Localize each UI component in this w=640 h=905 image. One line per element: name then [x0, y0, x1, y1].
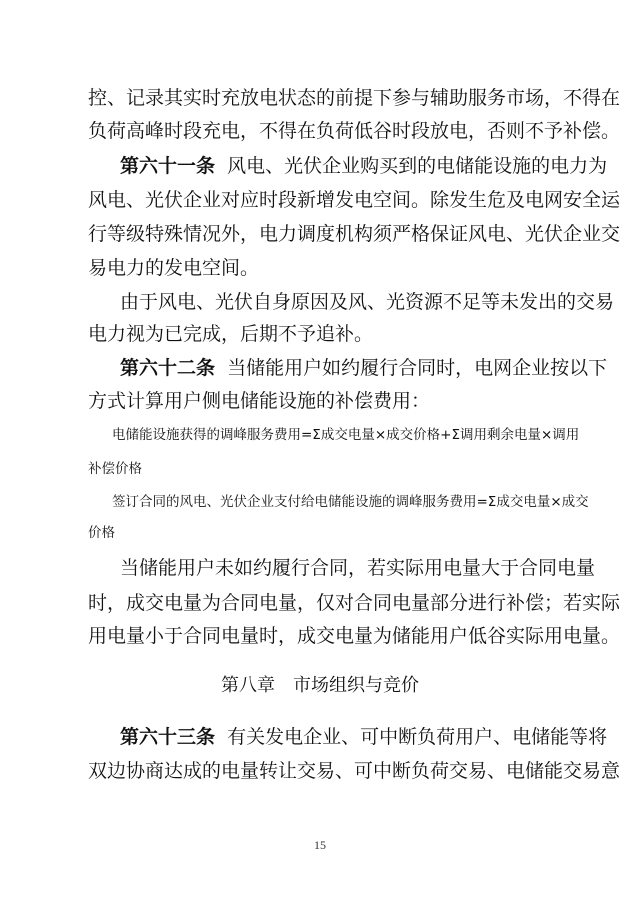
article-62-line: [120, 356, 608, 380]
article-heading: 第六十一条: [120, 155, 216, 177]
text-line: 用电量小于合同电量时，成交电量为储能用户低谷实际用电量。: [88, 625, 621, 647]
text-line: 方式计算用户侧电储能设施的补偿费用：: [88, 390, 431, 412]
chapter-title: 第八章 市场组织与竞价: [221, 675, 419, 696]
article-63-line: [120, 725, 608, 749]
formula-line: 签订合同的风电、光伏企业支付给电储能设施的调峰服务费用=Σ成交电量×成交: [112, 494, 589, 510]
article-text: 有关发电企业、可中断负荷用户、电储能等将: [227, 726, 608, 748]
text-line: 风电、光伏企业对应时段新增发电空间。除发生危及电网安全运: [88, 189, 621, 211]
text-line: 电力视为已完成，后期不予追补。: [88, 323, 374, 345]
formula-line: 电储能设施获得的调峰服务费用=Σ成交电量×成交价格+Σ调用剩余电量×调用: [112, 427, 580, 443]
text-line: 当储能用户未如约履行合同，若实际用电量大于合同电量: [120, 557, 596, 579]
article-text: 风电、光伏企业购买到的电储能设施的电力为: [227, 155, 608, 177]
formula-line: 补偿价格: [88, 461, 142, 477]
text-line: 易电力的发电空间。: [88, 257, 260, 279]
text-line: 时，成交电量为合同电量，仅对合同电量部分进行补偿；若实际: [88, 592, 621, 614]
article-text: 当储能用户如约履行合同时，电网企业按以下: [227, 357, 608, 379]
text-line: 双边协商达成的电量转让交易、可中断负荷交易、电储能交易意: [88, 760, 621, 782]
text-line: 负荷高峰时段充电，不得在负荷低谷时段放电，否则不予补偿。: [88, 120, 621, 142]
page-number: 15: [314, 838, 326, 852]
text-line: 控、记录其实时充放电状态的前提下参与辅助服务市场，不得在: [88, 87, 621, 109]
text-line: 行等级特殊情况外，电力调度机构须严格保证风电、光伏企业交: [88, 223, 621, 245]
text-line: 由于风电、光伏自身原因及风、光资源不足等未发出的交易: [120, 291, 615, 313]
formula-line: 价格: [88, 525, 115, 541]
article-heading: 第六十三条: [120, 726, 216, 748]
article-heading: 第六十二条: [120, 357, 216, 379]
article-61-line: [120, 154, 608, 178]
